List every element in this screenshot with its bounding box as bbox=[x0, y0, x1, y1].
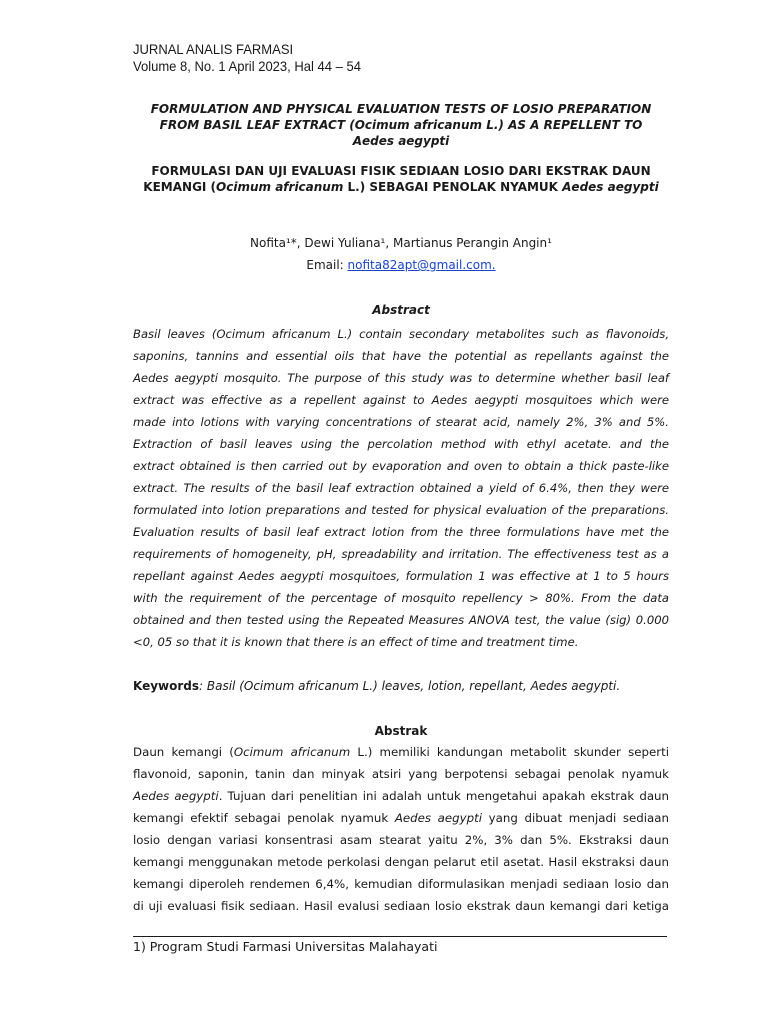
abstrak-line: kemangi efektif sebagai penolak nyamuk Aedes aegypti yang dibuat menjadi sediaan bbox=[133, 811, 669, 825]
abstract-line: Aedes aegypti mosquito. The purpose of this study was to determine whether basil leaf bbox=[133, 371, 669, 385]
species-name: Ocimum africanum bbox=[216, 180, 344, 194]
abstrak-line: flavonoid, saponin, tanin dan minyak atsiri yang berpotensi sebagai penolak nyamuk bbox=[133, 767, 669, 781]
author-list: Nofita¹*, Dewi Yuliana¹, Martianus Perangin Angin¹ bbox=[250, 236, 552, 250]
keywords bbox=[133, 678, 669, 694]
title-indonesian bbox=[133, 163, 669, 195]
species-name: Ocimum africanum L. bbox=[354, 118, 499, 132]
abstrak-line: Aedes aegypti. Tujuan dari penelitian ini adalah untuk mengetahui apakah ekstrak daun bbox=[133, 789, 669, 803]
abstract-heading: Abstract bbox=[372, 303, 430, 317]
email-link[interactable]: nofita82apt@gmail.com. bbox=[347, 258, 496, 272]
abstract-line: extract was effective as a repellent against to Aedes aegypti mosquitoes which were bbox=[133, 393, 669, 407]
title-english-line: FORMULATION AND PHYSICAL EVALUATION TESTS OF LOSIO PREPARATION bbox=[150, 102, 652, 116]
abstract-line: formulated into lotion preparations and tested for physical evaluation of the preparations. bbox=[133, 503, 669, 517]
abstrak-line: kemangi diperoleh rendemen 6,4%, kemudian diformulasikan menjadi sediaan losio dan bbox=[133, 877, 669, 891]
abstract-line: Evaluation results of basil leaf extract lotion from the three formulations have met the bbox=[133, 525, 669, 539]
journal-volume-info: Volume 8, No. 1 April 2023, Hal 44 – 54 bbox=[133, 58, 362, 74]
abstract-line: made into lotions with varying concentrations of stearat acid, namely 2%, 3% and 5%. bbox=[133, 415, 669, 429]
author-email: Email: nofita82apt@gmail.com. bbox=[306, 258, 496, 272]
abstrak-line: Daun kemangi (Ocimum africanum L.) memiliki kandungan metabolit skunder seperti bbox=[133, 745, 669, 759]
title-indonesian-line: FORMULASI DAN UJI EVALUASI FISIK SEDIAAN LOSIO DARI EKSTRAK DAUN bbox=[151, 164, 651, 178]
abstrak-line: kemangi menggunakan metode perkolasi dengan pelarut etil asetat. Hasil ekstraksi daun bbox=[133, 855, 669, 869]
abstract-body bbox=[133, 323, 669, 653]
title-indonesian-line: KEMANGI (Ocimum africanum L.) SEBAGAI PENOLAK NYAMUK Aedes aegypti bbox=[143, 180, 659, 194]
keywords-label: Keywords bbox=[133, 679, 200, 693]
abstrak-heading: Abstrak bbox=[374, 724, 428, 738]
mosquito-name: Aedes aegypti bbox=[562, 180, 659, 194]
abstract-line: extract. The results of the basil leaf extraction obtained a yield of 6.4%, then they were bbox=[133, 481, 669, 495]
abstrak-body bbox=[133, 741, 669, 917]
abstract-line: extract obtained is then carried out by evaporation and oven to obtain a thick paste-like bbox=[133, 459, 669, 473]
footnote-affiliation: 1) Program Studi Farmasi Universitas Malahayati bbox=[133, 939, 438, 954]
abstract-line: Extraction of basil leaves using the percolation method with ethyl acetate. and the bbox=[133, 437, 669, 451]
abstrak-line: losio dengan variasi konsentrasi asam stearat yaitu 2%, 3% dan 5%. Ekstraksi daun bbox=[133, 833, 669, 847]
footnote-separator bbox=[133, 936, 667, 937]
abstract-line: saponins, tannins and essential oils that have the potential as repellants against the bbox=[133, 349, 669, 363]
abstract-line: obtained and then tested using the Repeated Measures ANOVA test, the value (sig) 0.000 bbox=[133, 613, 669, 627]
keywords-text: : Basil (Ocimum africanum L.) leaves, lotion, repellant, Aedes aegypti. bbox=[199, 679, 621, 693]
abstrak-line: di uji evaluasi fisik sediaan. Hasil evalusi sediaan losio ekstrak daun kemangi dari ketiga bbox=[133, 899, 669, 913]
abstract-line: <0, 05 so that it is known that there is an effect of time and treatment time. bbox=[133, 635, 579, 649]
abstract-line: Basil leaves (Ocimum africanum L.) contain secondary metabolites such as flavonoids, bbox=[133, 327, 669, 341]
abstract-line: repellant against Aedes aegypti mosquitoes, formulation 1 was effective at 1 to 5 hours bbox=[133, 569, 669, 583]
abstract-line: with the requirement of the percentage of mosquito repellency > 80%. From the data bbox=[133, 591, 669, 605]
abstract-line: requirements of homogeneity, pH, spreadability and irritation. The effectiveness test as a bbox=[133, 547, 669, 561]
title-english bbox=[133, 101, 669, 149]
journal-name: JURNAL ANALIS FARMASI bbox=[133, 41, 294, 57]
title-english-line: Aedes aegypti bbox=[352, 134, 450, 148]
title-english-line: FROM BASIL LEAF EXTRACT (Ocimum africanum L.) AS A REPELLENT TO bbox=[159, 118, 643, 132]
